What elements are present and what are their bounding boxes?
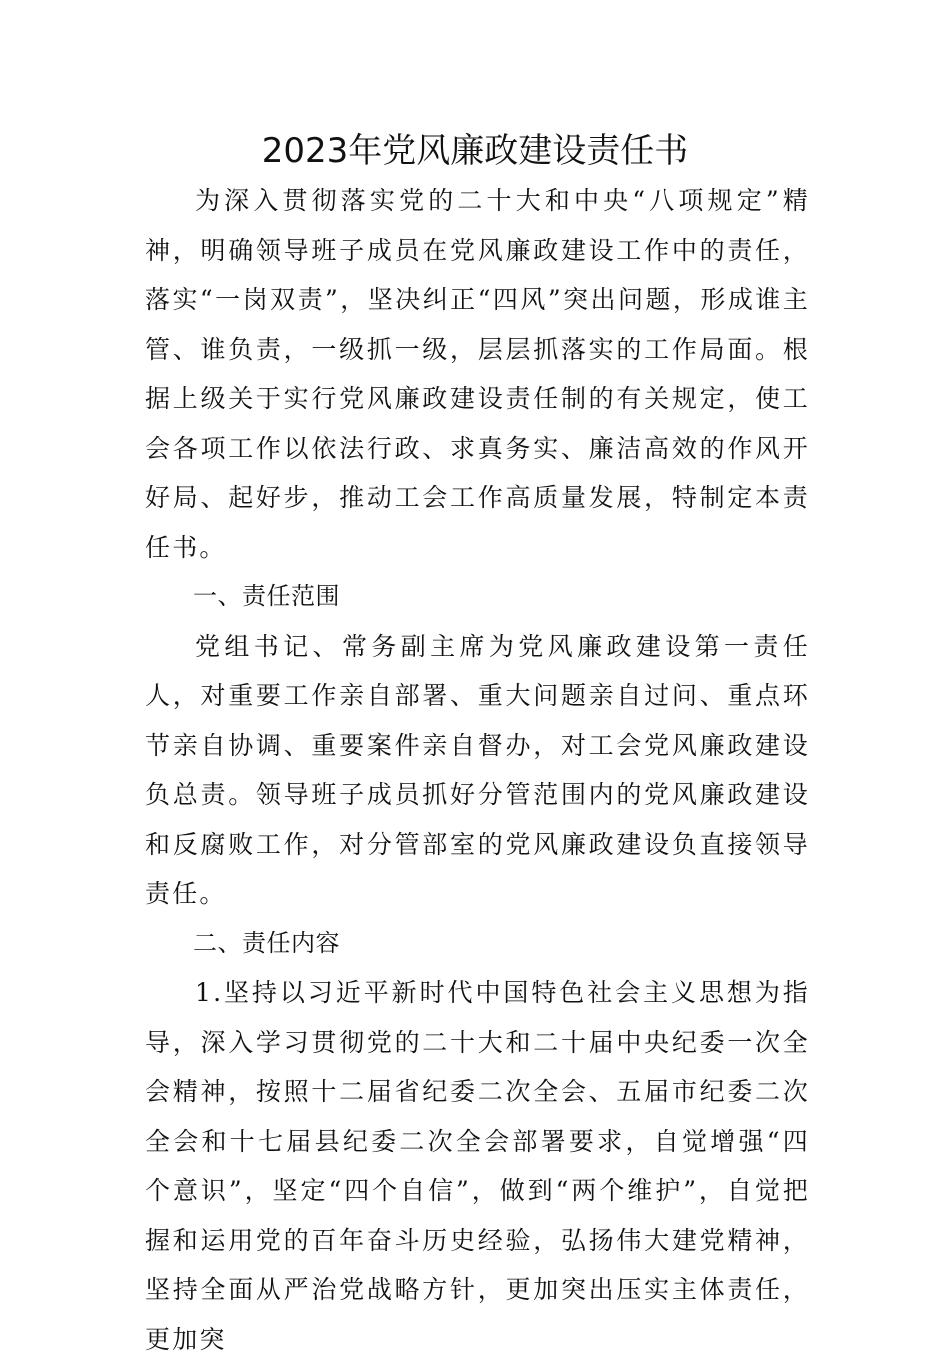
section-heading-scope: 一、责任范围 [193,582,340,610]
intro-paragraph: 为深入贯彻落实党的二十大和中央“八项规定”精神，明确领导班子成员在党风廉政建设工作中的责任，落实“一岗双责”，坚决纠正“四风”突出问题，形成谁主管、谁负责，一级抓一级，层层抓落实的工作局面。根据上级关于实行党风廉政建设责任制的有关规定，使工会各项工作以依法行政、求真务实、廉洁高效的作风开好局、起好步，推动工会工作高质量发展，特制定本责任书。 [145,186,810,562]
content-paragraph-1: 1.坚持以习近平新时代中国特色社会主义思想为指导，深入学习贯彻党的二十大和二十届中央纪委一次全会精神，按照十二届省纪委二次全会、五届市纪委二次全会和十七届县纪委二次全会部署要求，自觉增强“四个意识”，坚定“四个自信”，做到“两个维护”，自觉把握和运用党的百年奋斗历史经验，弘扬伟大建党精神，坚持全面从严治党战略方针，更加突出压实主体责任，更加突 [145,978,810,1354]
document-title: 2023年党风廉政建设责任书 [261,131,689,171]
section-heading-content: 二、责任内容 [193,928,340,957]
document-body [145,176,810,1364]
scope-paragraph: 党组书记、常务副主席为党风廉政建设第一责任人，对重要工作亲自部署、重大问题亲自过问、重点环节亲自协调、重要案件亲自督办，对工会党风廉政建设负总责。领导班子成员抓好分管范围内的党风廉政建设和反腐败工作，对分管部室的党风廉政建设负直接领导责任。 [145,631,810,908]
